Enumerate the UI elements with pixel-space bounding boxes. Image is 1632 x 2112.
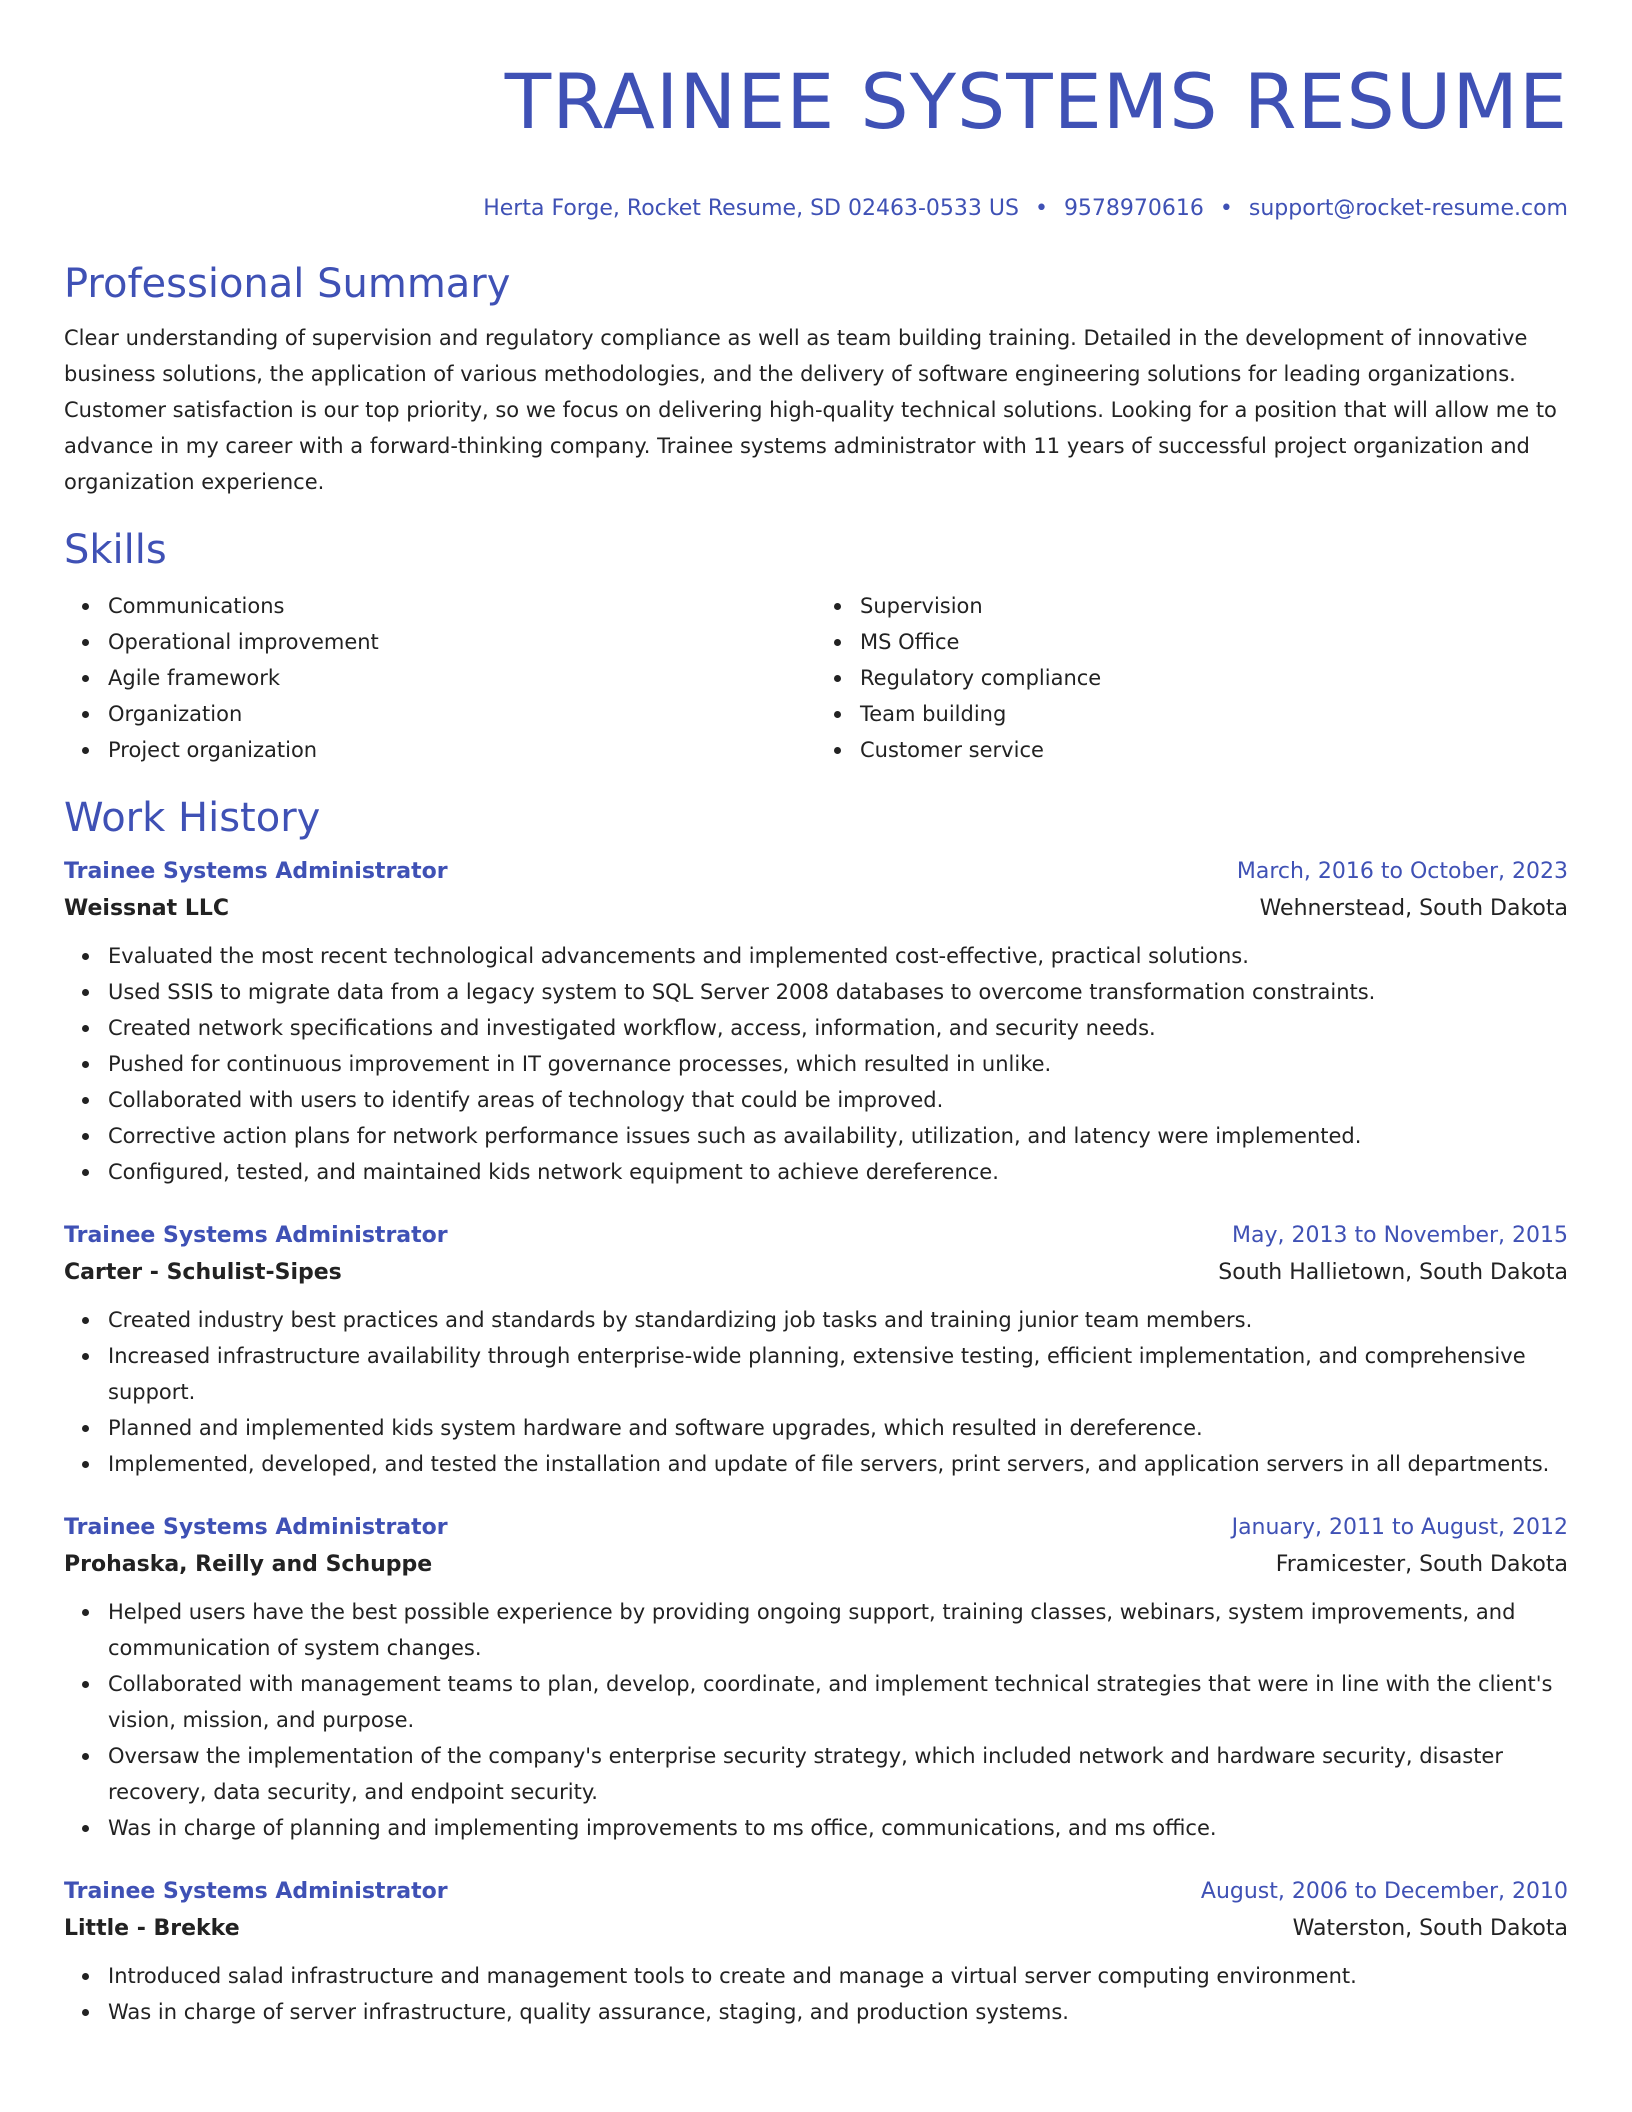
job-bullet: Collaborated with management teams to plan, develop, coordinate, and implement technical strategies that were in line with the client's vision, mission, and purpose. — [108, 1666, 1568, 1738]
contact-line — [64, 194, 1568, 224]
job-bullet: Created industry best practices and standards by standardizing job tasks and training junior team members. — [108, 1302, 1568, 1338]
job-bullet: Collaborated with users to identify areas of technology that could be improved. — [108, 1082, 1568, 1118]
skills-column-left — [64, 588, 816, 768]
job-bullet: Introduced salad infrastructure and management tools to create and manage a virtual server computing environment. — [108, 1958, 1568, 1994]
skill-item: Team building — [860, 696, 1568, 732]
job-dates: May, 2013 to November, 2015 — [1232, 1223, 1568, 1248]
job-company: Prohaska, Reilly and Schuppe — [64, 1552, 433, 1577]
contact-address: Herta Forge, Rocket Resume, SD 02463-0533 US — [483, 196, 1019, 221]
job-bullet: Was in charge of server infrastructure, quality assurance, staging, and production systems. — [108, 1994, 1568, 2030]
job-bullet: Used SSIS to migrate data from a legacy system to SQL Server 2008 databases to overcome transformation constraints. — [108, 974, 1568, 1010]
job-dates: August, 2006 to December, 2010 — [1200, 1879, 1568, 1904]
job-bullet: Was in charge of planning and implementing improvements to ms office, communications, and ms office. — [108, 1810, 1568, 1846]
contact-separator: • — [1034, 196, 1048, 221]
job-dates: January, 2011 to August, 2012 — [1231, 1515, 1568, 1540]
job-bullet: Implemented, developed, and tested the installation and update of file servers, print servers, and application servers in all departments. — [108, 1446, 1568, 1482]
skill-item: Customer service — [860, 732, 1568, 768]
skill-item: Communications — [108, 588, 816, 624]
job-bullet: Planned and implemented kids system hardware and software upgrades, which resulted in dereference. — [108, 1410, 1568, 1446]
job-entry — [64, 1510, 1568, 1846]
skill-item: MS Office — [860, 624, 1568, 660]
job-bullet: Configured, tested, and maintained kids network equipment to achieve dereference. — [108, 1154, 1568, 1190]
job-bullet-list — [64, 1594, 1568, 1846]
job-entry — [64, 1874, 1568, 2030]
summary-text: Clear understanding of supervision and regulatory compliance as well as team building training. Detailed in the development of innovative business solutions, the application of various methodologies, and the delivery of software engineering solutions for leading organizations. Customer satisfaction is our top priority, so we focus on delivering high-quality technical solutions. Looking for a position that will allow me to advance in my career with a forward-thinking company. Trainee systems administrator with 11 years of successful project organization and organization experience. — [64, 326, 1557, 494]
job-entry — [64, 854, 1568, 1190]
skill-item: Regulatory compliance — [860, 660, 1568, 696]
job-location: Waterston, South Dakota — [1292, 1916, 1568, 1941]
resume-title: TRAINEE SYSTEMS RESUME — [504, 57, 1568, 146]
skill-item: Supervision — [860, 588, 1568, 624]
skill-item: Agile framework — [108, 660, 816, 696]
job-bullet-list — [64, 938, 1568, 1190]
job-title: Trainee Systems Administrator — [64, 1223, 448, 1248]
job-bullet-list — [64, 1302, 1568, 1482]
job-bullet: Corrective action plans for network performance issues such as availability, utilization, and latency were implemented. — [108, 1118, 1568, 1154]
summary-heading: Professional Summary — [64, 261, 511, 307]
contact-phone: 9578970616 — [1063, 196, 1204, 221]
skills-list — [64, 588, 1568, 768]
job-bullet-list — [64, 1958, 1568, 2030]
job-bullet: Oversaw the implementation of the company's enterprise security strategy, which included network and hardware security, disaster recovery, data security, and endpoint security. — [108, 1738, 1568, 1810]
work-history-heading: Work History — [64, 795, 321, 841]
contact-email[interactable]: support@rocket-resume.com — [1248, 196, 1568, 221]
job-bullet: Created network specifications and investigated workflow, access, information, and security needs. — [108, 1010, 1568, 1046]
job-title: Trainee Systems Administrator — [64, 1515, 448, 1540]
skills-heading: Skills — [64, 527, 167, 573]
job-bullet: Increased infrastructure availability through enterprise-wide planning, extensive testing, efficient implementation, and comprehensive support. — [108, 1338, 1568, 1410]
job-bullet: Evaluated the most recent technological advancements and implemented cost-effective, practical solutions. — [108, 938, 1568, 974]
job-location: Framicester, South Dakota — [1275, 1552, 1568, 1577]
skill-item: Operational improvement — [108, 624, 816, 660]
job-company: Weissnat LLC — [64, 896, 229, 921]
job-bullet: Helped users have the best possible experience by providing ongoing support, training classes, webinars, system improvements, and communication of system changes. — [108, 1594, 1568, 1666]
job-location: Wehnerstead, South Dakota — [1259, 896, 1568, 921]
job-company: Carter - Schulist-Sipes — [64, 1260, 342, 1285]
job-entry — [64, 1218, 1568, 1482]
job-bullet: Pushed for continuous improvement in IT governance processes, which resulted in unlike. — [108, 1046, 1568, 1082]
skills-column-right — [816, 588, 1568, 768]
job-dates: March, 2016 to October, 2023 — [1236, 859, 1568, 884]
job-location: South Hallietown, South Dakota — [1218, 1260, 1568, 1285]
job-title: Trainee Systems Administrator — [64, 1879, 448, 1904]
skill-item: Project organization — [108, 732, 816, 768]
job-company: Little - Brekke — [64, 1916, 240, 1941]
skill-item: Organization — [108, 696, 816, 732]
contact-separator: • — [1219, 196, 1233, 221]
job-title: Trainee Systems Administrator — [64, 859, 448, 884]
